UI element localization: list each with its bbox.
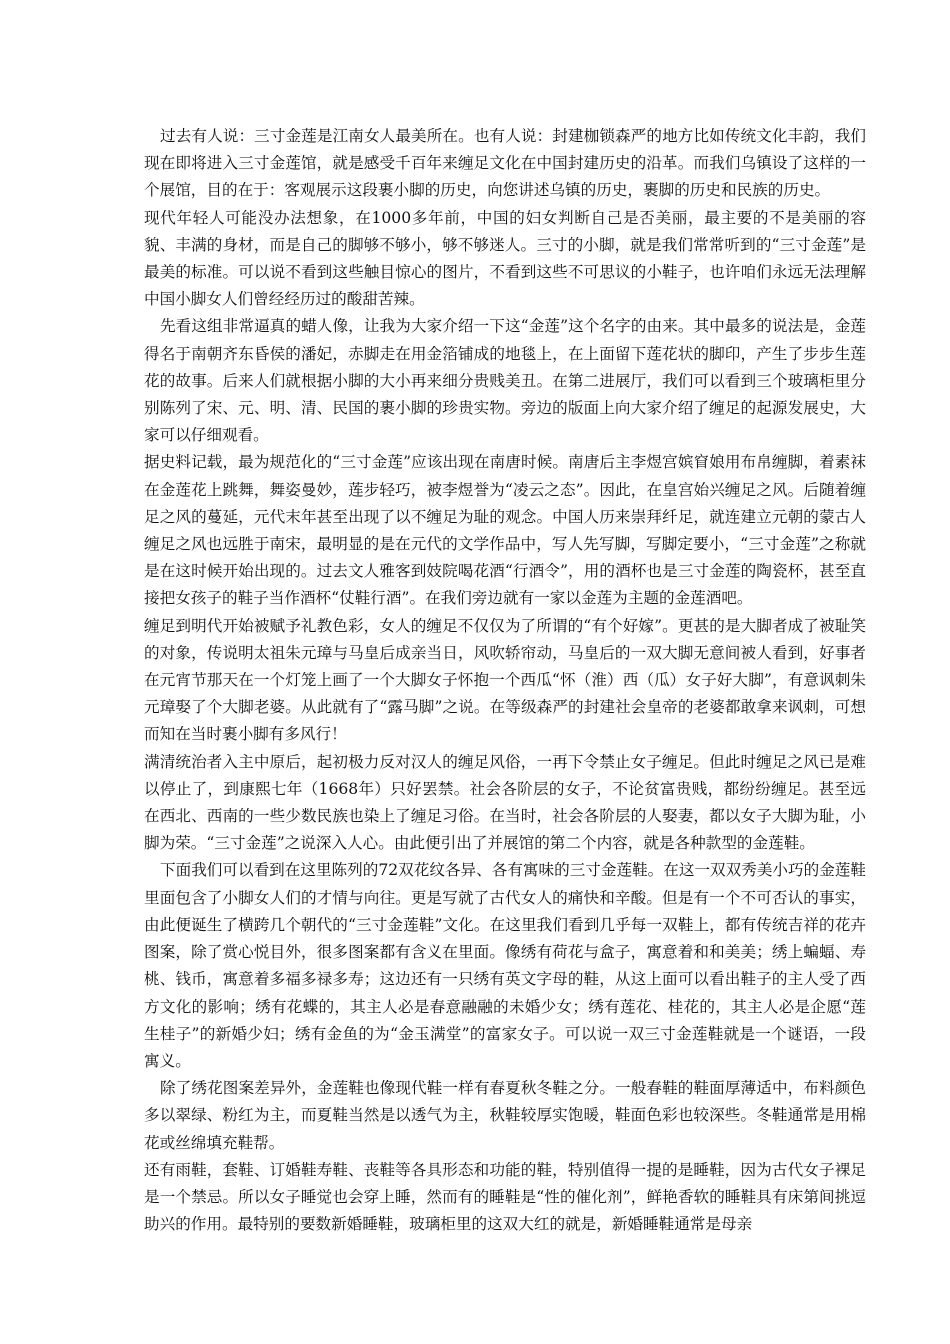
paragraph-qing-dynasty: 满清统治者入主中原后，起初极力反对汉人的缠足风俗，一再下令禁止女子缠足。但此时缠足之风已是难以停止了，到康熙七年（1668年）只好罢禁。社会各阶层的女子，不论贫富贵贱，都纷纷缠足。甚至远在西北、西南的一些少数民族也染上了缠足习俗。在当时，社会各阶层的人娶妻，都以女子大脚为耻，小脚为荣。“三寸金莲”之说深入人心。由此便引出了并展馆的第二个内容，就是各种款型的金莲鞋。 xyxy=(144,752,866,853)
paragraph-modern-view: 现代年轻人可能没办法想象，在1000多年前，中国的妇女判断自己是否美丽，最主要的不是美丽的容貌、丰满的身材，而是自己的脚够不够小，够不够迷人。三寸的小脚，就是我们常常听到的“三寸金莲”是最美的标准。可以说不看到这些触目惊心的图片，不看到这些不可思议的小鞋子，也许咱们永远无法理解中国小脚女人们曾经经历过的酸甜苦辣。 xyxy=(144,208,866,309)
paragraph-historical-records: 据史料记载，最为规范化的“三寸金莲”应该出现在南唐时候。南唐后主李煜宫嫔窅娘用布帛缠脚，着素袜在金莲花上跳舞，舞姿曼妙，莲步轻巧，被李煜誉为“凌云之态”。因此，在皇宫始兴缠足之风。后随着缠足之风的蔓延，元代末年甚至出现了以不缠足为耻的观念。中国人历来崇拜纤足，就连建立元朝的蒙古人缠足之风也远胜于南宋，最明显的是在元代的文学作品中，写人先写脚，写脚定要小，“三寸金莲”之称就是在这时候开始出现的。过去文人雅客到妓院喝花酒“行酒令”，用的酒杯也是三寸金莲的陶瓷杯，甚至直接把女孩子的鞋子当作酒杯“仗鞋行酒”。在我们旁边就有一家以金莲为主题的金莲酒吧。 xyxy=(144,453,866,608)
paragraph-name-origin: 先看这组非常逼真的蜡人像，让我为大家介绍一下这“金莲”这个名字的由来。其中最多的说法是，金莲得名于南朝齐东昏侯的潘妃，赤脚走在用金箔铺成的地毯上，在上面留下莲花状的脚印，产生了步步生莲花的故事。后来人们就根据小脚的大小再来细分贵贱美丑。在第二进展厅，我们可以看到三个玻璃柜里分别陈列了宋、元、明、清、民国的裹小脚的珍贵实物。旁边的版面上向大家介绍了缠足的起源发展史，大家可以仔细观看。 xyxy=(144,317,866,445)
paragraph-seasonal-shoes: 除了绣花图案差异外，金莲鞋也像现代鞋一样有春夏秋冬鞋之分。一般春鞋的鞋面厚薄适中，布料颜色多以翠绿、粉红为主，而夏鞋当然是以透气为主，秋鞋较厚实饱暖，鞋面色彩也较深些。冬鞋通常是用棉花或丝绵填充鞋帮。 xyxy=(144,1079,866,1152)
paragraph-intro: 过去有人说：三寸金莲是江南女人最美所在。也有人说：封建枷锁森严的地方比如传统文化丰韵，我们现在即将进入三寸金莲馆，就是感受千百年来缠足文化在中国封建历史的沿革。而我们乌镇设了这样的一个展馆，目的在于：客观展示这段裹小脚的历史，向您讲述乌镇的历史，裹脚的历史和民族的历史。 xyxy=(144,127,866,200)
document-body xyxy=(144,123,866,1238)
paragraph-special-shoes: 还有雨鞋，套鞋、订婚鞋寿鞋、丧鞋等各具形态和功能的鞋，特别值得一提的是睡鞋，因为古代女子裸足是一个禁忌。所以女子睡觉也会穿上睡，然而有的睡鞋是“性的催化剂”，鲜艳香软的睡鞋具有床第间挑逗助兴的作用。最特别的要数新婚睡鞋，玻璃柜里的这双大红的就是，新婚睡鞋通常是母亲 xyxy=(144,1160,866,1234)
paragraph-ming-dynasty: 缠足到明代开始被赋予礼教色彩，女人的缠足不仅仅为了所谓的“有个好嫁”。更甚的是大脚者成了被耻笑的对象，传说明太祖朱元璋与马皇后成亲当日，风吹轿帘动，马皇后的一双大脚无意间被人看到，好事者在元宵节那天在一个灯笼上画了一个大脚女子怀抱一个西瓜“怀（淮）西（瓜）女子好大脚”，有意讽刺朱元璋娶了个大脚老婆。从此就有了“露马脚”之说。在等级森严的封建社会皇帝的老婆都敢拿来讽刺，可想而知在当时裹小脚有多风行！ xyxy=(144,616,866,744)
paragraph-shoe-patterns: 下面我们可以看到在这里陈列的72双花纹各异、各有寓味的三寸金莲鞋。在这一双双秀美小巧的金莲鞋里面包含了小脚女人们的才情与向往。更是写就了古代女人的痛快和辛酸。但是有一个不可否认的事实，由此便诞生了横跨几个朝代的“三寸金莲鞋”文化。在这里我们看到几乎每一双鞋上，都有传统吉祥的花卉图案，除了赏心悦目外，很多图案都有含义在里面。像绣有荷花与盒子，寓意着和和美美；绣上蝙蝠、寿桃、钱币，寓意着多福多禄多寿；这边还有一只绣有英文字母的鞋，从这上面可以看出鞋子的主人受了西方文化的影响；绣有花蝶的，其主人必是春意融融的未婚少女；绣有莲花、桂花的，其主人必是企愿“莲生桂子”的新婚少妇；绣有金鱼的为“金玉满堂”的富家女子。可以说一双三寸金莲鞋就是一个谜语，一段寓义。 xyxy=(144,861,866,1070)
